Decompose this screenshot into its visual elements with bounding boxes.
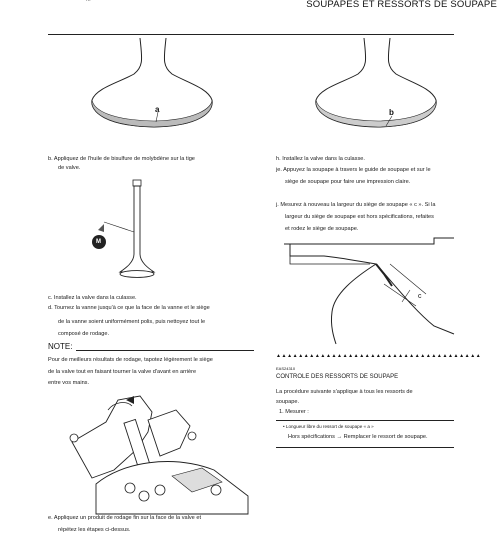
step-e-line1: e. Appliquez un produit de rodage fin sur la face de la valve et bbox=[48, 515, 201, 521]
intro-line1: La procédure suivante s'applique à tous les ressorts de bbox=[276, 389, 413, 395]
step-i-line2: siège de soupape pour faire une impression claire. bbox=[285, 179, 411, 185]
spec-line: Hors spécifications → Remplacer le ressort de soupape. bbox=[288, 434, 428, 440]
label-a: a bbox=[155, 105, 160, 114]
measure-step: 1. Mesurer : bbox=[279, 409, 309, 415]
section-code: EAS24310 bbox=[276, 366, 296, 371]
step-j-line2: largeur du siège de soupape est hors spécifications, refaites bbox=[285, 214, 434, 220]
valve-stem-figure bbox=[88, 178, 188, 290]
lapping-figure bbox=[52, 392, 252, 514]
spring-bullet: • Longueur libre du ressort de soupape « a » bbox=[283, 424, 374, 429]
note-line3: entre vos mains. bbox=[48, 380, 90, 386]
step-b-line1: b. Appliquez de l'huile de bisulfure de molybdène sur la tige bbox=[48, 156, 195, 162]
step-e-line2: répétez les étapes ci-dessus. bbox=[58, 527, 131, 533]
valve-face-a-figure bbox=[88, 38, 218, 136]
triangle-divider: ▲▲▲▲▲▲▲▲▲▲▲▲▲▲▲▲▲▲▲▲▲▲▲▲▲▲▲▲▲▲▲▲▲▲▲▲▲ bbox=[276, 353, 482, 359]
step-d-line1: d. Tournez la vanne jusqu'à ce que la face de la vanne et le siège bbox=[48, 305, 210, 311]
section-title: CONTROLE DES RESSORTS DE SOUPAPE bbox=[276, 374, 399, 380]
header-fragment: ... bbox=[86, 0, 91, 3]
step-b-line2: de valve. bbox=[58, 165, 81, 171]
step-i-line1: je. Appuyez la soupape à travers le guide de soupape et sur le bbox=[276, 167, 431, 173]
spec-rule-top bbox=[276, 420, 454, 421]
step-j-line1: j. Mesurez à nouveau la largeur du siège de soupape « c ». Si la bbox=[276, 202, 436, 208]
spec-rule-bottom bbox=[276, 447, 454, 448]
note-line2: de la valve tout en faisant tourner la valve d'avant en arrière bbox=[48, 369, 197, 375]
label-b: b bbox=[389, 108, 394, 117]
page-title: SOUPAPES ET RESSORTS DE SOUPAPE bbox=[306, 0, 497, 10]
note-title: NOTE: bbox=[48, 342, 73, 351]
moly-icon-label: M bbox=[96, 239, 101, 245]
label-c: c bbox=[418, 293, 422, 300]
note-rule bbox=[76, 350, 254, 351]
valve-seat-figure bbox=[284, 234, 454, 344]
step-c: c. Installez la valve dans la culasse. bbox=[48, 295, 137, 301]
step-d-line2: de la vanne soient uniformément polis, puis nettoyez tout le bbox=[58, 319, 206, 325]
intro-line2: soupape. bbox=[276, 399, 300, 405]
valve-face-b-figure bbox=[312, 38, 442, 136]
header-rule bbox=[48, 34, 454, 35]
step-j-line3: et rodez le siège de soupape. bbox=[285, 226, 359, 232]
step-d-line3: composé de rodage. bbox=[58, 331, 109, 337]
step-h: h. Installez la valve dans la culasse. bbox=[276, 156, 365, 162]
note-line1: Pour de meilleurs résultats de rodage, tapotez légèrement le siège bbox=[48, 357, 213, 363]
